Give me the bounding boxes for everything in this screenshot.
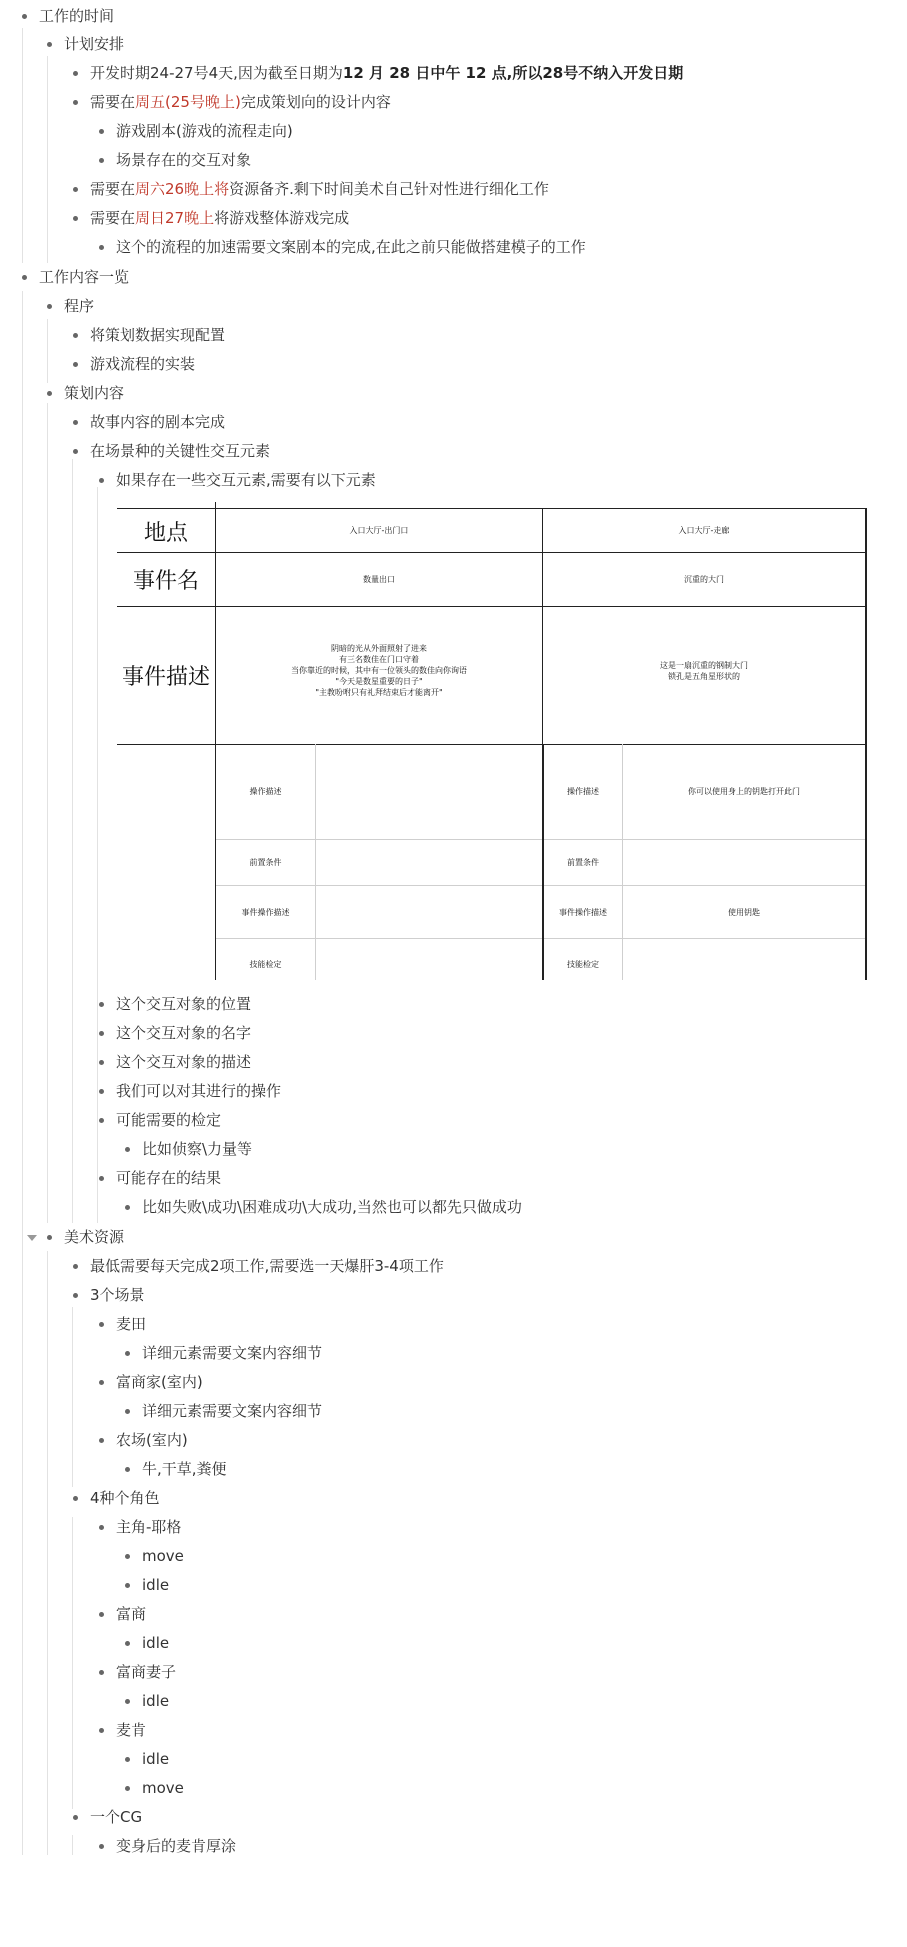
list-item[interactable] [116, 1513, 181, 1541]
item-text: 富商 [116, 1605, 147, 1623]
bullet-icon [73, 362, 78, 367]
indent-guide [47, 56, 48, 263]
bullet-icon [99, 1002, 104, 1007]
bullet-icon [99, 1438, 104, 1443]
bullet-icon [99, 158, 104, 163]
bullet-icon [73, 333, 78, 338]
list-item[interactable] [142, 1629, 169, 1657]
bullet-icon [99, 1525, 104, 1530]
list-item[interactable] [64, 30, 124, 58]
bullet-icon [99, 1322, 104, 1327]
table-row-label: 操作描述 [249, 787, 282, 796]
table-header-event-name: 事件名 [132, 569, 199, 594]
list-item[interactable] [142, 1135, 252, 1163]
list-item[interactable] [142, 1745, 169, 1773]
list-item[interactable] [116, 1077, 281, 1105]
item-text: 开发时期24-27号4天,因为截至日期为 [90, 64, 343, 82]
item-text: 主角-耶格 [116, 1518, 182, 1536]
item-text: 变身后的麦肯厚涂 [116, 1837, 237, 1855]
list-item[interactable] [90, 1281, 145, 1309]
list-item[interactable] [90, 1252, 444, 1280]
list-item[interactable] [116, 990, 251, 1018]
list-item[interactable] [116, 1716, 146, 1744]
list-item[interactable] [116, 146, 251, 174]
table-cell-line: "今天是数星重要的日子" [335, 677, 423, 686]
list-item[interactable] [142, 1687, 169, 1715]
bullet-icon [99, 245, 104, 250]
bullet-icon [73, 100, 78, 105]
item-text: idle [142, 1634, 170, 1652]
bullet-icon [73, 216, 78, 221]
list-item[interactable] [142, 1455, 227, 1483]
bullet-icon [99, 478, 104, 483]
bullet-icon [99, 1118, 104, 1123]
bullet-icon [22, 14, 27, 19]
bullet-icon [47, 42, 52, 47]
item-text: idle [142, 1576, 170, 1594]
bullet-icon [125, 1786, 130, 1791]
bullet-icon [47, 1235, 52, 1240]
table-cell-line: 锁孔是五角星形状的 [668, 672, 740, 681]
table-cell: 入口大厅-走廊 [678, 526, 730, 535]
bullet-icon [125, 1351, 130, 1356]
list-item[interactable] [64, 379, 124, 407]
list-item[interactable] [142, 1571, 169, 1599]
item-text: 详细元素需要文案内容细节 [142, 1402, 323, 1420]
item-text: 场景存在的交互对象 [116, 151, 252, 169]
indent-guide [72, 459, 73, 1223]
bullet-icon [125, 1583, 130, 1588]
item-text: 计划安排 [64, 35, 125, 53]
list-item[interactable] [116, 466, 376, 494]
table-cell-line: 这是一扇沉重的钢制大门 [660, 661, 748, 670]
collapse-caret-icon[interactable] [27, 1235, 37, 1241]
item-text: 需要在 [90, 93, 136, 111]
item-text: 富商家(室内) [116, 1373, 203, 1391]
item-text: 将游戏整体游戏完成 [214, 209, 350, 227]
bullet-icon [125, 1554, 130, 1559]
bullet-icon [125, 1409, 130, 1414]
table-cell: 沉重的大门 [684, 575, 724, 584]
list-item[interactable] [116, 1600, 146, 1628]
item-text: 故事内容的剧本完成 [90, 413, 226, 431]
bullet-icon [22, 275, 27, 280]
bullet-icon [99, 1612, 104, 1617]
table-cell: 使用钥匙 [728, 908, 760, 917]
bullet-icon [99, 1380, 104, 1385]
table-cell-line: "主教吩咐只有礼拜结束后才能离开" [315, 688, 443, 697]
bullet-icon [125, 1699, 130, 1704]
item-text: 麦肯 [116, 1721, 147, 1739]
table-row-label: 事件操作描述 [559, 908, 607, 917]
list-item[interactable] [142, 1193, 522, 1221]
list-item[interactable] [116, 1164, 221, 1192]
item-text: 农场(室内) [116, 1431, 188, 1449]
bullet-icon [73, 1264, 78, 1269]
highlight-text: 周日27晚上 [135, 209, 215, 227]
bullet-icon [73, 1293, 78, 1298]
list-item[interactable] [90, 437, 270, 465]
item-text: 最低需要每天完成2项工作,需要选一天爆肝3-4项工作 [90, 1257, 444, 1275]
list-item[interactable] [90, 350, 195, 378]
table-row-label: 前置条件 [567, 858, 599, 867]
list-item[interactable] [90, 408, 225, 436]
list-item[interactable] [142, 1774, 184, 1802]
item-text: 工作的时间 [39, 7, 115, 25]
list-item[interactable] [142, 1542, 184, 1570]
table-cell-line: 阴暗的光从外面照射了进来 [331, 644, 427, 653]
bullet-icon [125, 1757, 130, 1762]
bullet-icon [73, 1496, 78, 1501]
bullet-icon [99, 1176, 104, 1181]
table-header-event-desc: 事件描述 [121, 665, 210, 690]
item-text: 资源备齐.剩下时间美术自己针对性进行细化工作 [229, 180, 549, 198]
indent-guide [47, 403, 48, 1223]
list-item[interactable] [39, 263, 129, 291]
item-text: 完成策划向的设计内容 [240, 93, 391, 111]
item-text: 这个交互对象的描述 [116, 1053, 252, 1071]
item-text: 比如侦察\力量等 [142, 1140, 253, 1158]
bullet-icon [125, 1205, 130, 1210]
list-item[interactable] [142, 1397, 322, 1425]
bullet-icon [99, 129, 104, 134]
bullet-icon [125, 1467, 130, 1472]
bullet-icon [99, 1060, 104, 1065]
bullet-icon [99, 1844, 104, 1849]
item-text: 这个的流程的加速需要文案剧本的完成,在此之前只能做搭建模子的工作 [116, 238, 586, 256]
item-text: 游戏剧本(游戏的流程走向) [116, 122, 293, 140]
list-item[interactable] [90, 175, 549, 203]
list-item[interactable] [90, 1484, 160, 1512]
list-item[interactable] [116, 233, 586, 261]
table-cell-line: 当你靠近的时候，其中有一位领头的数佳向你询语 [291, 666, 467, 675]
bullet-icon [73, 420, 78, 425]
indent-guide [47, 1251, 48, 1855]
indent-guide [22, 291, 23, 1855]
bullet-icon [125, 1147, 130, 1152]
bullet-icon [47, 391, 52, 396]
list-item[interactable] [142, 1339, 322, 1367]
bullet-icon [47, 304, 52, 309]
item-text: 4种个角色 [90, 1489, 160, 1507]
item-text: 我们可以对其进行的操作 [116, 1082, 282, 1100]
item-bold-text: 12 月 28 日中午 12 点,所以28号不纳入开发日期 [342, 64, 684, 82]
item-text: 麦田 [116, 1315, 147, 1333]
item-text: move [142, 1779, 184, 1797]
list-item[interactable] [116, 1426, 188, 1454]
item-text: 需要在 [90, 180, 136, 198]
item-text: move [142, 1547, 184, 1565]
item-text: 详细元素需要文案内容细节 [142, 1344, 323, 1362]
list-item[interactable] [90, 59, 683, 87]
item-text: 工作内容一览 [39, 268, 130, 286]
list-item[interactable] [90, 204, 349, 232]
bullet-icon [73, 187, 78, 192]
table-row-label: 技能检定 [249, 960, 282, 969]
list-item[interactable] [116, 1310, 146, 1338]
indent-guide [72, 1307, 73, 1487]
item-text: 比如失败\成功\困难成功\大成功,当然也可以都先只做成功 [142, 1198, 522, 1216]
item-text: 将策划数据实现配置 [90, 326, 226, 344]
indent-guide [47, 319, 48, 383]
list-item[interactable] [39, 2, 114, 30]
bullet-icon [125, 1641, 130, 1646]
list-item[interactable] [90, 1803, 142, 1831]
item-text: 游戏流程的实装 [90, 355, 196, 373]
item-text: 3个场景 [90, 1286, 145, 1304]
item-text: 需要在 [90, 209, 136, 227]
item-text: 富商妻子 [116, 1663, 177, 1681]
table-header-location: 地点 [143, 521, 188, 546]
item-text: 美术资源 [64, 1228, 125, 1246]
list-item[interactable] [116, 1658, 176, 1686]
list-item[interactable] [116, 1106, 221, 1134]
indent-guide [72, 1517, 73, 1809]
list-item[interactable] [116, 1019, 251, 1047]
item-text: idle [142, 1692, 170, 1710]
table-cell: 数量出口 [363, 575, 395, 584]
item-text: 在场景种的关键性交互元素 [90, 442, 271, 460]
table-row-label: 操作描述 [567, 787, 599, 796]
indent-guide [22, 28, 23, 263]
item-text: 策划内容 [64, 384, 125, 402]
table-row-label: 技能检定 [567, 960, 599, 969]
list-item[interactable] [64, 1223, 124, 1251]
indent-guide [97, 487, 98, 1223]
list-item[interactable] [64, 292, 94, 320]
table-row-label: 事件操作描述 [241, 908, 290, 917]
bullet-icon [73, 1815, 78, 1820]
item-text: 可能需要的检定 [116, 1111, 222, 1129]
item-text: 牛,干草,粪便 [142, 1460, 227, 1478]
bullet-icon [73, 449, 78, 454]
table-row-label: 前置条件 [249, 858, 282, 867]
bullet-icon [99, 1728, 104, 1733]
table-cell: 你可以使用身上的钥匙打开此门 [688, 787, 800, 796]
indent-guide [72, 1835, 73, 1855]
bullet-icon [99, 1670, 104, 1675]
list-item[interactable] [116, 117, 293, 145]
bullet-icon [73, 71, 78, 76]
table-cell: 入口大厅-出门口 [349, 526, 409, 535]
list-item[interactable] [116, 1368, 203, 1396]
list-item[interactable] [116, 1048, 251, 1076]
item-text: 程序 [64, 297, 95, 315]
item-text: 如果存在一些交互元素,需要有以下元素 [116, 471, 376, 489]
item-text: 这个交互对象的位置 [116, 995, 252, 1013]
table-cell-line: 有三名数佳在门口守着 [339, 655, 419, 664]
item-text: 一个CG [90, 1808, 143, 1826]
list-item[interactable] [116, 1832, 236, 1860]
list-item[interactable] [90, 88, 391, 116]
list-item[interactable] [90, 321, 225, 349]
event-table-image [117, 502, 867, 980]
item-text: idle [142, 1750, 170, 1768]
item-text: 可能存在的结果 [116, 1169, 222, 1187]
highlight-text: 周五(25号晚上) [135, 93, 241, 111]
bullet-icon [99, 1089, 104, 1094]
highlight-text: 周六26晚上将 [135, 180, 230, 198]
item-text: 这个交互对象的名字 [116, 1024, 252, 1042]
bullet-icon [99, 1031, 104, 1036]
